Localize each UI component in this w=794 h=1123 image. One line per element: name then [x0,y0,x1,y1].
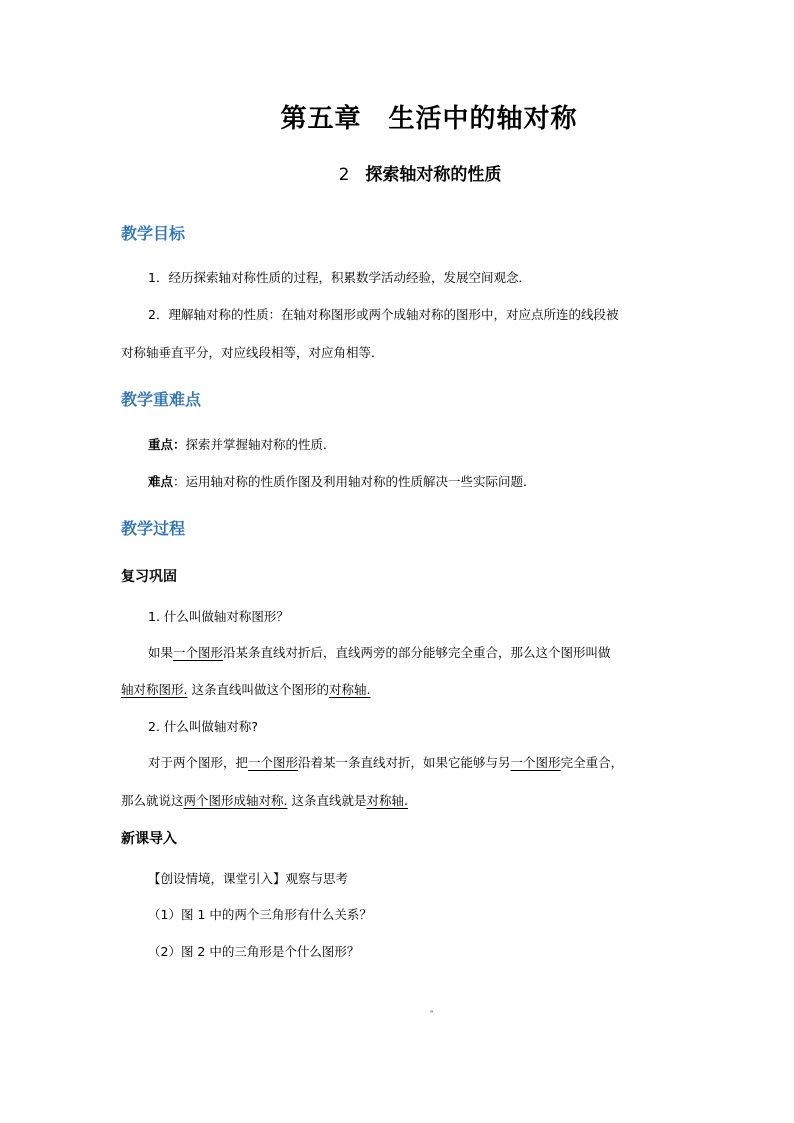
text-run: 那么就说这 [121,793,184,808]
review-answer-2-line-1 [148,753,623,771]
difficult-point [148,472,536,490]
text-run: 对于两个图形，把 [148,755,249,770]
underlined-term: 轴对称图形. [121,682,188,697]
key-point-text: 探索并掌握轴对称的性质． [185,437,336,452]
text-run: 沿着某一条直线对折，如果它能够与另 [298,755,511,770]
review-question-1: 1. 什么叫做轴对称图形？ [148,609,289,624]
section-process-heading: 教学过程 [121,519,186,538]
goal-item-2-line-1: 2．理解轴对称的性质：在轴对称图形或两个成轴对称的图形中，对应点所连的线段被 [148,307,619,322]
review-heading: 复习巩固 [121,569,177,585]
underlined-term: 对称轴. [366,793,408,808]
intro-question-1: （1）图 1 中的两个三角形有什么关系？ [148,907,372,922]
lesson-title: 探索轴对称的性质 [365,165,502,185]
review-answer-1-line-1 [148,643,611,661]
underlined-term: 一个图形 [248,755,299,770]
review-question-2: 2. 什么叫做轴对称? [148,719,259,734]
text-run: 这条直线就是 [287,793,367,808]
review-answer-1-line-2 [121,680,370,698]
intro-question-2: （2）图 2 中的三角形是个什么图形？ [148,944,360,959]
review-answer-2-line-2 [121,791,408,809]
underlined-term: 两个图形成轴对称. [183,793,288,808]
text-run: 沿某条直线对折后，直线两旁的部分能够完全重合，那么这个图形叫做 [223,645,611,660]
goal-item-2-line-2: 对称轴垂直平分，对应线段相等，对应角相等． [121,345,384,360]
text-run: 这条直线叫做这个图形的 [187,682,329,697]
page-title: 第五章 生活中的轴对称 [280,104,578,134]
key-point-label: 重点： [148,437,186,452]
intro-line-1: 【创设情境，课堂引入】观察与思考 [148,871,349,886]
intro-heading: 新课导入 [121,831,177,847]
lesson-number: 2 [338,165,350,185]
key-point [148,435,336,453]
text-run: 完全重合， [560,755,624,770]
goal-item-1: 1．经历探索轴对称性质的过程，积累数学活动经验，发展空间观念． [148,270,531,285]
footer-mark: ᵃ [430,1008,434,1017]
section-keypoints-heading: 教学重难点 [121,390,202,409]
difficult-point-text: ：运用轴对称的性质作图及利用轴对称的性质解决一些实际问题． [173,474,536,489]
section-goals-heading: 教学目标 [121,224,186,243]
text-run: 如果 [148,645,174,660]
underlined-term: 对称轴. [328,682,371,697]
underlined-term: 一个图形 [173,645,224,660]
underlined-term: 一个图形 [510,755,561,770]
difficult-point-label: 难点 [148,474,174,489]
lesson-subtitle [0,160,794,185]
